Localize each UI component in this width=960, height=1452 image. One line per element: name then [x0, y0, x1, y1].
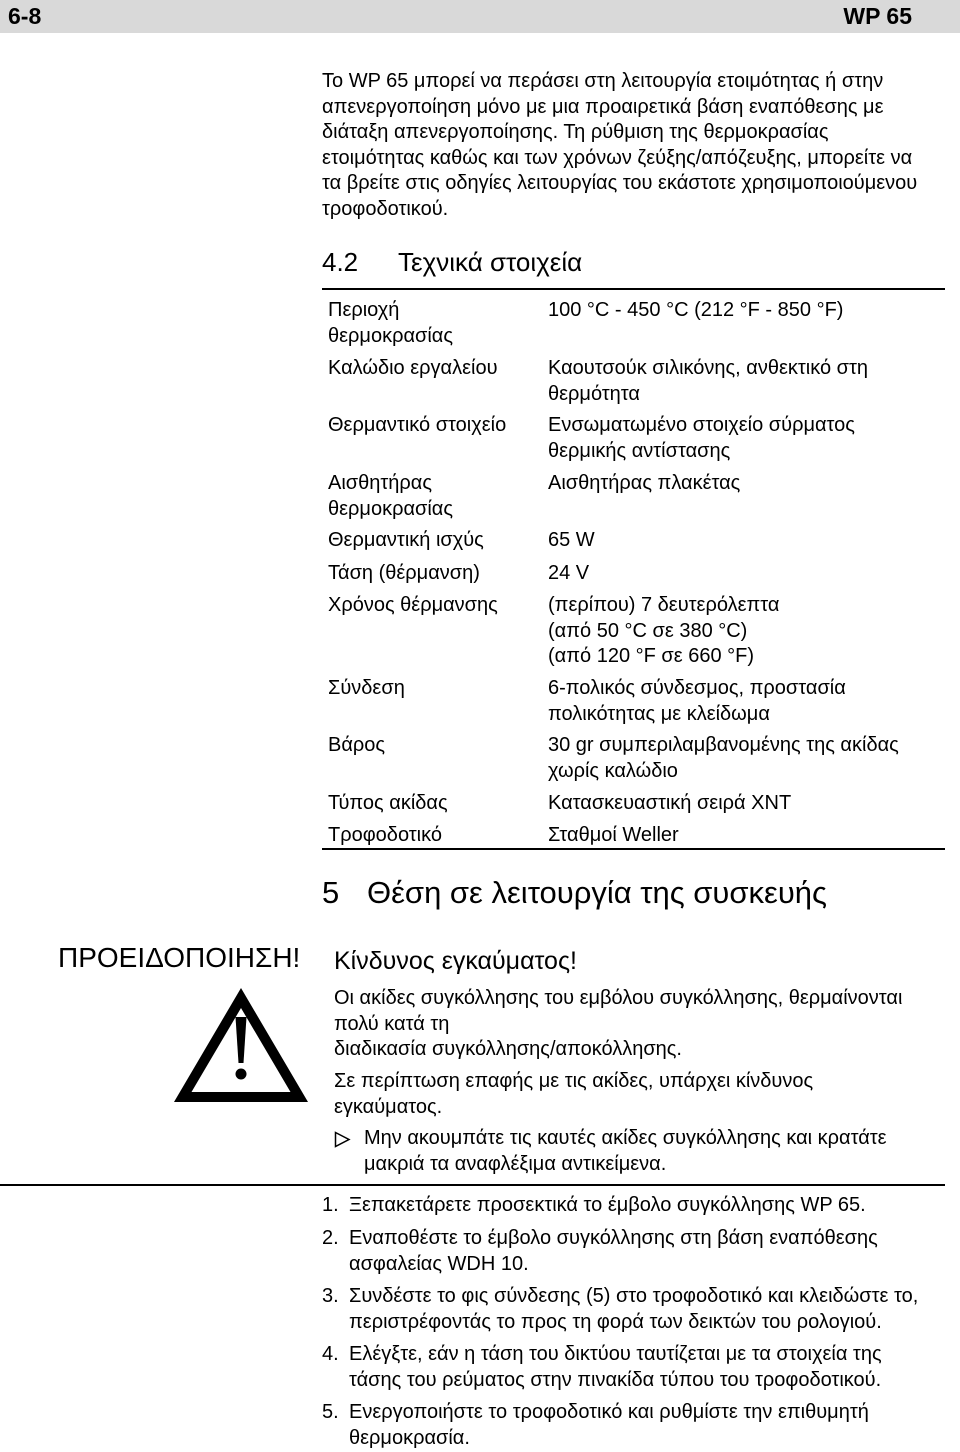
- intro-line: τροφοδοτικού.: [322, 197, 449, 220]
- step-line: θερμοκρασία.: [349, 1426, 470, 1449]
- warning-paragraph-hot-tips: [334, 986, 902, 1063]
- step-line: Ελέγξτε, εάν η τάση του δικτύου ταυτίζεται με τα στοιχεία της: [349, 1343, 882, 1365]
- intro-line: Το WP 65 μπορεί να περάσει στη λειτουργία ετοιμότητας ή στην: [322, 70, 884, 92]
- table-top-rule: [322, 288, 945, 290]
- spec-value-line: Αισθητήρας πλακέτας: [548, 472, 741, 494]
- spec-label: [328, 413, 506, 439]
- intro-line: απενεργοποίηση μόνο με μια προαιρετικά βάση εναπόθεσης με: [322, 95, 884, 118]
- instruction-line: Μην ακουμπάτε τις καυτές ακίδες συγκόλλησης και κρατάτε: [364, 1127, 887, 1149]
- spec-value: [548, 356, 869, 405]
- warning-title: Κίνδυνος εγκαύματος!: [334, 947, 577, 975]
- warning-line: Οι ακίδες συγκόλλησης του εμβόλου συγκόλλησης, θερμαίνονται: [334, 987, 903, 1009]
- section-number-commissioning: 5: [322, 875, 340, 910]
- spec-value: [548, 298, 843, 324]
- spec-value: [548, 676, 846, 725]
- spec-value-line: χωρίς καλώδιο: [548, 759, 678, 782]
- spec-label-line: Τάση (θέρμανση): [328, 562, 480, 584]
- warning-label: ΠΡΟΕΙΔΟΠΟΙΗΣΗ!: [58, 942, 301, 973]
- spec-value-line: 24 V: [548, 562, 590, 584]
- spec-row-temperature-sensor: [0, 471, 960, 520]
- step-text: [349, 1226, 878, 1275]
- spec-label: [328, 561, 480, 587]
- spec-row-tip-type: [0, 791, 960, 817]
- spec-value-line: (περίπου) 7 δευτερόλεπτα: [548, 594, 780, 616]
- spec-label: [328, 593, 498, 619]
- step-item: [0, 1400, 960, 1449]
- step-number: 3.: [322, 1285, 339, 1307]
- spec-row-heating-power: [0, 528, 960, 554]
- warning-instruction: [364, 1126, 887, 1177]
- spec-value: [548, 471, 740, 497]
- intro-paragraph: [322, 69, 917, 223]
- spec-row-weight: [0, 733, 960, 782]
- step-item: [0, 1284, 960, 1333]
- step-item: [0, 1342, 960, 1391]
- spec-row-tool-cable: [0, 356, 960, 405]
- step-number: 4.: [322, 1343, 339, 1365]
- spec-value-line: 6-πολικός σύνδεσμος, προστασία: [548, 677, 846, 699]
- step-number: 2.: [322, 1227, 339, 1249]
- intro-line: ετοιμότητας καθώς και των χρόνων ζεύξης/απόζευξης, μπορείτε να: [322, 146, 913, 169]
- spec-label-line: θερμοκρασίας: [328, 324, 453, 347]
- spec-value-line: 100 °C - 450 °C (212 °F - 850 °F): [548, 299, 844, 321]
- spec-label-line: θερμοκρασίας: [328, 497, 453, 520]
- spec-label-line: Θερμαντικό στοιχείο: [328, 414, 507, 436]
- spec-value-line: θερμικής αντίστασης: [548, 439, 731, 462]
- spec-label-line: Βάρος: [328, 734, 386, 756]
- instruction-line: μακριά τα αναφλέξιμα αντικείμενα.: [364, 1152, 667, 1175]
- spec-label: [328, 298, 453, 347]
- spec-value-line: Σταθμοί Weller: [548, 824, 679, 846]
- spec-label: [328, 528, 484, 554]
- section-title-commissioning: Θέση σε λειτουργία της συσκευής: [367, 875, 827, 910]
- step-line: Συνδέστε το φις σύνδεσης (5) στο τροφοδοτικό και κλειδώστε το,: [349, 1285, 919, 1307]
- spec-label-line: Χρόνος θέρμανσης: [328, 594, 498, 616]
- step-line: περιστρέφοντάς το προς τη φορά των δεικτών του ρολογιού.: [349, 1310, 882, 1333]
- section-title-tech-data: Τεχνικά στοιχεία: [398, 247, 583, 277]
- spec-label: [328, 733, 385, 759]
- spec-value-line: (από 50 °C σε 380 °C): [548, 619, 748, 642]
- step-line: Ξεπακετάρετε προσεκτικά το έμβολο συγκόλλησης WP 65.: [349, 1194, 866, 1216]
- spec-label: [328, 676, 405, 702]
- warning-line: Σε περίπτωση επαφής με τις ακίδες, υπάρχει κίνδυνος: [334, 1070, 814, 1092]
- page-number: 6-8: [8, 3, 42, 29]
- triangle-bullet-icon: [334, 1131, 351, 1148]
- spec-value-line: (από 120 °F σε 660 °F): [548, 645, 755, 668]
- spec-value: [548, 791, 791, 817]
- intro-line: τα βρείτε στις οδηγίες λειτουργίας του εκάστοτε χρησιμοποιούμενου: [322, 172, 918, 195]
- spec-value: [548, 413, 855, 462]
- spec-value-line: Ενσωματωμένο στοιχείο σύρματος: [548, 414, 855, 436]
- spec-value: [548, 733, 899, 782]
- spec-label: [328, 356, 498, 382]
- step-item: [0, 1226, 960, 1275]
- step-item: [0, 1193, 960, 1219]
- spec-row-heating-time: [0, 593, 960, 668]
- warning-line: εγκαύματος.: [334, 1095, 443, 1118]
- intro-line: διάταξη απενεργοποίησης. Τη ρύθμιση της θερμοκρασίας: [322, 121, 829, 144]
- step-line: Ενεργοποιήστε το τροφοδοτικό και ρυθμίστε την επιθυμητή: [349, 1401, 869, 1423]
- step-line: Εναποθέστε το έμβολο συγκόλλησης στη βάση εναπόθεσης: [349, 1227, 878, 1249]
- spec-label-line: Τύπος ακίδας: [328, 792, 448, 814]
- warning-paragraph-burn-risk: [334, 1069, 813, 1120]
- spec-value-line: 30 gr συμπεριλαμβανομένης της ακίδας: [548, 734, 899, 756]
- spec-value-line: Κατασκευαστική σειρά XNT: [548, 792, 792, 814]
- warning-bottom-rule: [0, 1184, 945, 1186]
- section-number-tech-data: 4.2: [322, 247, 359, 277]
- spec-label: [328, 471, 453, 520]
- spec-value: [548, 561, 589, 587]
- step-line: τάσης του ρεύματος στην πινακίδα τύπου του τροφοδοτικού.: [349, 1368, 882, 1391]
- spec-row-power-supply: [0, 823, 960, 849]
- table-bottom-rule: [322, 848, 945, 850]
- document-title: WP 65: [843, 3, 912, 29]
- spec-row-heating-element: [0, 413, 960, 462]
- step-text: [349, 1284, 919, 1333]
- spec-value: [548, 528, 595, 554]
- step-text: [349, 1400, 869, 1449]
- spec-label: [328, 791, 448, 817]
- spec-value-line: 65 W: [548, 529, 595, 551]
- warning-triangle-icon: [170, 984, 312, 1108]
- step-number: 5.: [322, 1401, 339, 1423]
- warning-line: διαδικασία συγκόλλησης/αποκόλλησης.: [334, 1038, 682, 1061]
- spec-value-line: πολικότητας με κλείδωμα: [548, 702, 770, 725]
- warning-line: πολύ κατά τη: [334, 1012, 450, 1035]
- step-number: 1.: [322, 1194, 339, 1216]
- spec-value: [548, 593, 780, 668]
- spec-label: [328, 823, 442, 849]
- step-text: [349, 1193, 866, 1219]
- spec-label-line: Περιοχή: [328, 299, 400, 321]
- spec-row-connection: [0, 676, 960, 725]
- spec-label-line: Τροφοδοτικό: [328, 824, 443, 846]
- page-header-bar: [0, 0, 960, 33]
- spec-label-line: Αισθητήρας: [328, 472, 432, 494]
- spec-label-line: Σύνδεση: [328, 677, 405, 699]
- spec-value-line: θερμότητα: [548, 382, 640, 405]
- step-line: ασφαλείας WDH 10.: [349, 1252, 529, 1275]
- spec-label-line: Καλώδιο εργαλείου: [328, 357, 498, 379]
- spec-value: [548, 823, 679, 849]
- spec-row-temperature-range: [0, 298, 960, 347]
- step-text: [349, 1342, 882, 1391]
- spec-label-line: Θερμαντική ισχύς: [328, 529, 484, 551]
- spec-row-voltage: [0, 561, 960, 587]
- spec-value-line: Καουτσούκ σιλικόνης, ανθεκτικό στη: [548, 357, 869, 379]
